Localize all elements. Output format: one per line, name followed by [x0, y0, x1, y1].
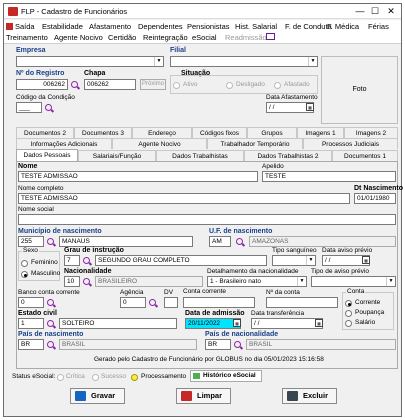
estado-civil-name-input[interactable]: SOLTEIRO — [59, 318, 177, 329]
cod-condicao-label: Código da Condição — [16, 94, 75, 101]
clear-icon — [181, 391, 192, 401]
search-icon[interactable] — [83, 278, 92, 287]
data-afastamento-label: Data Afastamento — [266, 94, 318, 101]
gravar-label: Gravar — [91, 391, 116, 400]
detalhamento-select[interactable] — [207, 276, 307, 287]
status-esocial-label: Status eSocial: — [12, 373, 56, 380]
pais-nacionalidade-label: País de nacionalidade — [205, 331, 279, 338]
tab-dados-pessoais[interactable]: Dados Pessoais — [16, 149, 78, 161]
monitor-icon[interactable] — [266, 33, 275, 40]
tab-salariais-funcao[interactable]: Salariais/Função — [78, 150, 156, 161]
status-processamento-label: Processamento — [141, 373, 187, 380]
tab-endereco[interactable]: Endereço — [132, 127, 192, 138]
menu-bar — [4, 20, 401, 44]
nome-social-label: Nome social — [18, 206, 54, 213]
dt-nascimento-input[interactable]: 01/01/1980 — [354, 193, 396, 204]
search-icon[interactable] — [47, 320, 56, 329]
menu-esocial[interactable]: eSocial — [192, 33, 217, 42]
status-sucesso-label: Sucesso — [101, 373, 126, 380]
situacao-ativo-radio — [173, 82, 180, 89]
grau-name-input[interactable]: SEGUNDO GRAU COMPLETO — [95, 255, 267, 266]
menu-estabilidade[interactable]: Estabilidade — [42, 22, 83, 31]
situacao-desligado-label: Desligado — [236, 81, 265, 88]
chapa-input[interactable]: 006262 — [84, 79, 136, 90]
pais-nascimento-name-input: BRASIL — [59, 339, 197, 350]
search-icon[interactable] — [47, 238, 56, 247]
conta-corrente-label: Conta corrente — [183, 288, 226, 295]
chevron-down-icon: ▼ — [308, 57, 317, 66]
dt-nascimento-label: Dt Nascimento — [354, 185, 404, 192]
tab-dados-trabalhistas[interactable]: Dados Trabalhistas — [156, 150, 244, 161]
search-icon[interactable] — [149, 299, 158, 308]
cod-condicao-input[interactable]: ___ — [16, 102, 42, 113]
data-transferencia-label: Data transferência — [251, 310, 305, 317]
menu-reintegracao[interactable]: Reintegração — [143, 33, 188, 42]
historico-esocial-label: Histórico eSocial — [203, 372, 256, 379]
municipio-name-input[interactable]: MANAUS — [59, 236, 193, 247]
filial-select[interactable] — [170, 56, 318, 67]
sexo-feminino-radio[interactable] — [21, 260, 28, 267]
apelido-label: Apelido — [262, 163, 284, 170]
excluir-button[interactable] — [282, 388, 337, 404]
tab-dados-trabalhistas-2[interactable]: Dados Trabalhistas 2 — [244, 150, 332, 161]
menu-readmissao: Readmissão — [225, 33, 267, 42]
status-processamento-indicator — [131, 374, 138, 381]
conta-corrente-input[interactable] — [183, 297, 255, 308]
window-title: FLP - Cadastro de Funcionários — [21, 7, 128, 16]
tab-documentos-1[interactable]: Documentos 1 — [332, 150, 398, 161]
nacionalidade-label: Nacionalidade — [64, 268, 112, 275]
municipio-label: Município de nascimento — [18, 228, 102, 235]
pais-nacionalidade-code-input[interactable]: BR — [205, 339, 231, 350]
status-critica-indicator — [57, 374, 64, 381]
grau-code-input[interactable]: 7 — [64, 255, 80, 266]
menu-pensionistas[interactable]: Pensionistas — [187, 22, 230, 31]
save-icon — [75, 391, 86, 401]
nome-completo-input[interactable]: TESTE ADMISSAO — [18, 193, 350, 204]
uf-label: U.F. de nascimento — [209, 228, 273, 235]
search-icon[interactable] — [83, 257, 92, 266]
data-aviso-label: Data aviso prévio — [322, 247, 373, 254]
empresa-select[interactable] — [16, 56, 164, 67]
historico-esocial-tab[interactable] — [190, 370, 262, 382]
menu-treinamento[interactable]: Treinamento — [6, 33, 48, 42]
banco-input[interactable]: 0 — [18, 297, 44, 308]
pais-nascimento-code-input[interactable]: BR — [18, 339, 44, 350]
menu-dependentes[interactable]: Dependentes — [138, 22, 183, 31]
search-icon[interactable] — [47, 299, 56, 308]
tipo-sanguineo-label: Tipo sanguíneo — [272, 247, 317, 254]
menu-f-medica[interactable]: F. Médica — [327, 22, 360, 31]
tab-grupos[interactable]: Grupos — [247, 127, 297, 138]
chevron-down-icon: ▼ — [297, 277, 306, 286]
minimize-button[interactable]: — — [355, 6, 365, 16]
photo-placeholder[interactable]: Foto — [321, 56, 398, 124]
tab-informacoes-adicionais[interactable]: Informações Adicionais — [16, 138, 112, 149]
tab-agente-nocivo[interactable]: Agente Nocivo — [112, 138, 207, 149]
situacao-ativo-label: Ativo — [183, 81, 198, 88]
situacao-desligado-radio — [226, 82, 233, 89]
sexo-masculino-label: Masculino — [31, 270, 61, 277]
nome-label: Nome — [18, 163, 38, 170]
proximo-button: Próximo — [140, 79, 166, 90]
agencia-label: Agência — [120, 289, 144, 296]
data-transferencia-input[interactable]: / / — [251, 318, 323, 329]
pais-nascimento-label: País de nascimento — [18, 331, 84, 338]
tipo-aviso-label: Tipo de aviso prévio — [311, 268, 369, 275]
search-icon[interactable] — [45, 104, 54, 113]
maximize-button[interactable]: ☐ — [370, 6, 380, 16]
tab-trabalhador-temporario[interactable]: Trabalhador Temporário — [207, 138, 303, 149]
dv-input[interactable] — [164, 297, 178, 308]
conta-poupanca-radio[interactable] — [345, 310, 352, 317]
conta-corrente-radio[interactable] — [345, 300, 352, 307]
detalhamento-value: 1 - Brasileiro nato — [210, 278, 261, 285]
menu-hist-salarial[interactable]: Hist. Salarial — [235, 22, 278, 31]
conta-poupanca-option: Poupança — [355, 309, 385, 316]
pais-nacionalidade-name-input: BRASIL — [246, 339, 396, 350]
menu-certidao[interactable]: Certidão — [108, 33, 137, 42]
status-sucesso-indicator — [92, 374, 99, 381]
registro-input[interactable]: 006262 — [16, 79, 68, 90]
excluir-label: Excluir — [303, 391, 329, 400]
chevron-down-icon: ▼ — [306, 256, 315, 265]
data-aviso-input[interactable]: / / — [322, 255, 370, 266]
nome-completo-label: Nome completo — [18, 185, 64, 192]
menu-ferias[interactable]: Férias — [368, 22, 389, 31]
data-admissao-input[interactable]: 20/11/2022 — [185, 318, 241, 329]
nome-social-input[interactable] — [18, 214, 396, 225]
menu-saida[interactable]: Saída — [15, 22, 35, 31]
banco-label: Banco conta corrente — [18, 289, 80, 296]
situacao-label: Situação — [181, 70, 211, 77]
employee-registration-window — [3, 3, 402, 417]
history-icon — [193, 373, 200, 379]
data-afastamento-input[interactable]: / / — [266, 102, 314, 113]
search-icon[interactable] — [234, 341, 243, 350]
conta-salario-radio[interactable] — [345, 320, 352, 327]
menu-f-conduta[interactable]: F. de Conduta — [285, 22, 332, 31]
agencia-input[interactable]: 0 — [120, 297, 146, 308]
sexo-feminino-label: Feminino — [31, 259, 58, 266]
title-bar — [4, 4, 401, 19]
municipio-code-input[interactable]: 255 — [18, 236, 44, 247]
chevron-down-icon: ▼ — [154, 57, 163, 66]
exit-icon — [6, 23, 13, 30]
estado-civil-label: Estado civil — [18, 310, 57, 317]
tipo-aviso-select[interactable] — [311, 276, 396, 287]
uf-name-input: AMAZONAS — [249, 236, 396, 247]
search-icon[interactable] — [236, 238, 245, 247]
filial-label: Filial — [170, 47, 186, 54]
delete-icon — [287, 391, 298, 401]
chapa-label: Chapa — [84, 70, 106, 77]
search-icon[interactable] — [71, 81, 80, 90]
registro-label: Nº do Registro — [16, 70, 65, 77]
estado-civil-code-input[interactable]: 1 — [18, 318, 44, 329]
tab-processos-judiciais[interactable]: Processos Judiciais — [303, 138, 398, 149]
nacionalidade-code-input[interactable]: 10 — [64, 276, 80, 287]
tab-imagens-1[interactable]: Imagens 1 — [297, 127, 344, 138]
sexo-label: Sexo — [23, 247, 38, 254]
tab-documentos-3[interactable]: Documentos 3 — [74, 127, 132, 138]
dv-label: DV — [164, 289, 174, 296]
menu-afastamento[interactable]: Afastamento — [89, 22, 132, 31]
generated-note: Gerado pelo Cadastro de Funcionário por GLOBUS no dia 05/01/2023 15:16:58 — [94, 356, 324, 363]
tab-codigos-fixos[interactable]: Códigos fixos — [192, 127, 247, 138]
conta-label: Conta — [347, 288, 365, 295]
empresa-label: Empresa — [16, 47, 46, 54]
uf-code-input[interactable]: AM — [209, 236, 231, 247]
apelido-input[interactable]: TESTE — [262, 171, 396, 182]
nacionalidade-name-input: BRASILEIRO — [95, 276, 203, 287]
tab-documentos-2[interactable]: Documentos 2 — [16, 127, 74, 138]
grau-label: Grau de instrução — [64, 247, 124, 254]
nome-input[interactable]: TESTE ADMISSAO — [18, 171, 258, 182]
detalhamento-label: Detalhamento da nacionalidade — [207, 268, 299, 275]
conta-corrente-option: Corrente — [355, 299, 381, 306]
nr-conta-input[interactable] — [266, 297, 338, 308]
chevron-down-icon: ▼ — [386, 277, 395, 286]
situacao-afastado-radio — [274, 82, 281, 89]
tab-imagens-2[interactable]: Imagens 2 — [344, 127, 398, 138]
calendar-icon[interactable]: ▦ — [315, 319, 323, 327]
nr-conta-label: Nº da conta — [266, 289, 300, 296]
menu-agente-nocivo[interactable]: Agente Nocivo — [54, 33, 103, 42]
calendar-icon[interactable]: ▦ — [233, 319, 241, 327]
sexo-masculino-radio[interactable] — [21, 271, 28, 278]
situacao-afastado-label: Afastado — [284, 81, 310, 88]
data-admissao-label: Data de admissão — [185, 310, 245, 317]
close-button[interactable]: ✕ — [387, 6, 395, 16]
gravar-button[interactable] — [70, 388, 125, 404]
limpar-label: Limpar — [197, 391, 223, 400]
status-critica-label: Crítica — [66, 373, 85, 380]
limpar-button[interactable] — [176, 388, 231, 404]
calendar-icon[interactable]: ▦ — [306, 103, 314, 111]
conta-salario-option: Salário — [355, 319, 376, 326]
app-icon — [8, 7, 18, 16]
calendar-icon[interactable]: ▦ — [362, 256, 370, 264]
search-icon[interactable] — [47, 341, 56, 350]
tipo-sanguineo-select[interactable] — [272, 255, 316, 266]
